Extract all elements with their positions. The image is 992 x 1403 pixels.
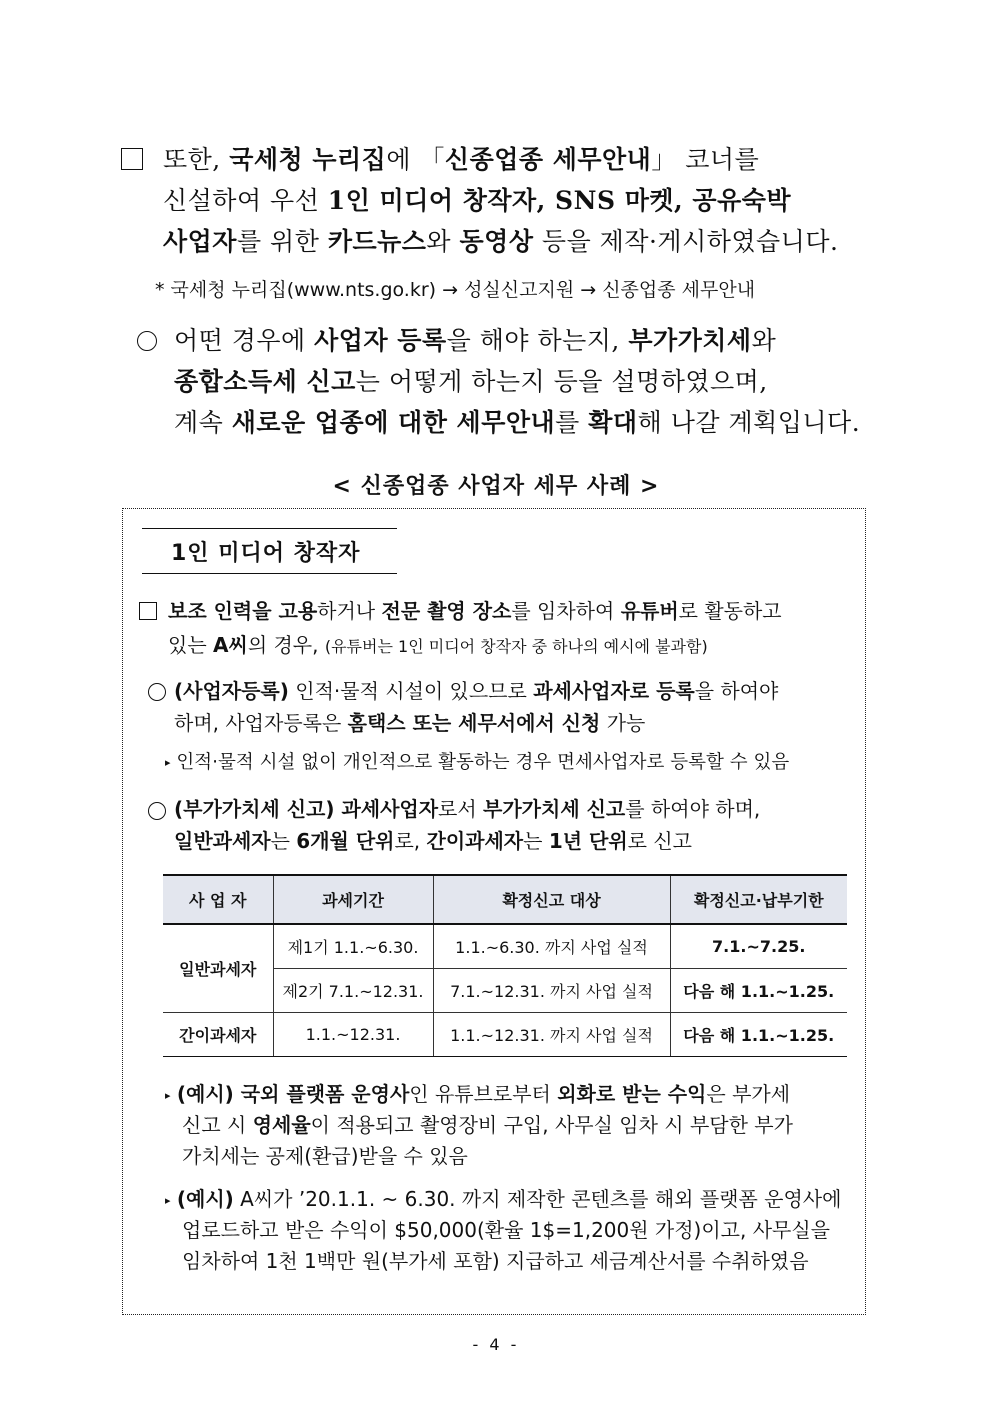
case-p1-line-1: 보조 인력을 고용하거나 전문 촬영 장소를 임차하여 유튜버로 활동하고 bbox=[168, 599, 782, 623]
case-ex2-line-2: 업로드하고 받은 수익이 $50,000(환율 1$=1,200원 가정)이고, 사무실을 bbox=[182, 1218, 830, 1242]
case-ex2-line-3: 임차하여 1천 1백만 원(부가세 포함) 지급하고 세금계산서를 수취하였음 bbox=[182, 1249, 809, 1273]
table-cell: 7.1.~7.25. bbox=[670, 924, 847, 969]
table-cell: 7.1.~12.31. 까지 사업 실적 bbox=[433, 969, 670, 1013]
detail-line-3: 계속 새로운 업종에 대한 세무안내를 확대해 나갈 계획입니다. bbox=[174, 408, 861, 437]
table-cell: 제1기 1.1.~6.30. bbox=[273, 924, 433, 969]
case-vat-line-2: 일반과세자는 6개월 단위로, 간이과세자는 1년 단위로 신고 bbox=[174, 829, 692, 853]
table-cell: 다음 해 1.1.~1.25. bbox=[670, 1013, 847, 1057]
tax-table-wrapper bbox=[163, 874, 847, 1057]
table-cell: 다음 해 1.1.~1.25. bbox=[670, 969, 847, 1013]
table-header: 확정신고 대상 bbox=[433, 875, 670, 924]
table-header: 과세기간 bbox=[273, 875, 433, 924]
case-p1-line-2: 있는 A씨의 경우, (유튜버는 1인 미디어 창작자 중 하나의 예시에 불과함) bbox=[168, 633, 708, 657]
section-title: < 신종업종 사업자 세무 사례 > bbox=[332, 474, 660, 499]
table-header-row bbox=[163, 875, 847, 924]
table-row bbox=[163, 1013, 847, 1057]
case-ex1-line-2: 신고 시 영세율이 적용되고 촬영장비 구입, 사무실 임차 시 부담한 부가 bbox=[182, 1113, 793, 1137]
detail-line-2: 종합소득세 신고는 어떻게 하는지 등을 설명하였으며, bbox=[174, 367, 768, 396]
case-title-rule-top bbox=[142, 528, 397, 529]
table-cell: 일반과세자 bbox=[163, 924, 273, 1013]
table-row bbox=[163, 924, 847, 969]
case-ex2-line-1: ▸ (예시) A씨가 ’20.1.1. ~ 6.30. 까지 제작한 콘텐츠를 해외 플랫폼 운영사에 bbox=[165, 1183, 841, 1217]
table-cell: 1.1.~12.31. 까지 사업 실적 bbox=[433, 1013, 670, 1057]
table-cell: 1.1.~6.30. 까지 사업 실적 bbox=[433, 924, 670, 969]
case-reg-line-1: (사업자등록) 인적·물적 시설이 있으므로 과세사업자로 등록을 하여야 bbox=[174, 679, 779, 703]
circle-bullet-icon bbox=[137, 331, 157, 355]
intro-line-1: 또한, 국세청 누리집에 「신종업종 세무안내」 코너를 bbox=[163, 145, 760, 174]
checkbox-square-icon bbox=[139, 602, 157, 624]
intro-line-2: 신설하여 우선 1인 미디어 창작자, SNS 마켓, 공유숙박 bbox=[163, 186, 792, 215]
circle-bullet-icon bbox=[148, 683, 166, 705]
page-number: - 4 - bbox=[472, 1335, 520, 1354]
case-title: 1인 미디어 창작자 bbox=[171, 541, 361, 566]
case-vat-line-1: (부가가치세 신고) 과세사업자로서 부가가치세 신고를 하여야 하며, bbox=[174, 797, 761, 821]
case-reg-line-2: 하며, 사업자등록은 홈택스 또는 세무서에서 신청 가능 bbox=[174, 711, 646, 735]
triangle-bullet-icon: ▸ bbox=[165, 1088, 171, 1102]
intro-line-3: 사업자를 위한 카드뉴스와 동영상 등을 제작·게시하였습니다. bbox=[163, 227, 839, 256]
detail-line-1: 어떤 경우에 사업자 등록을 해야 하는지, 부가가치세와 bbox=[174, 326, 777, 355]
tax-table bbox=[163, 874, 847, 1057]
circle-bullet-icon bbox=[148, 802, 166, 824]
table-header: 사 업 자 bbox=[163, 875, 273, 924]
checkbox-square-icon bbox=[121, 148, 143, 174]
triangle-bullet-icon: ▸ bbox=[165, 1193, 171, 1207]
case-ex1-line-3: 가치세는 공제(환급)받을 수 있음 bbox=[182, 1144, 468, 1168]
table-cell: 제2기 7.1.~12.31. bbox=[273, 969, 433, 1013]
table-header: 확정신고·납부기한 bbox=[670, 875, 847, 924]
table-cell: 간이과세자 bbox=[163, 1013, 273, 1057]
case-title-rule-bottom bbox=[142, 573, 397, 574]
case-reg-note: ▸ 인적·물적 시설 없이 개인적으로 활동하는 경우 면세사업자로 등록할 수 있음 bbox=[165, 747, 789, 779]
table-cell: 1.1.~12.31. bbox=[273, 1013, 433, 1057]
triangle-bullet-icon: ▸ bbox=[165, 756, 171, 769]
case-ex1-line-1: ▸ (예시) 국외 플랫폼 운영사인 유튜브로부터 외화로 받는 수익은 부가세 bbox=[165, 1078, 790, 1112]
intro-note: * 국세청 누리집(www.nts.go.kr) → 성실신고지원 → 신종업종 세무안내 bbox=[155, 279, 756, 301]
